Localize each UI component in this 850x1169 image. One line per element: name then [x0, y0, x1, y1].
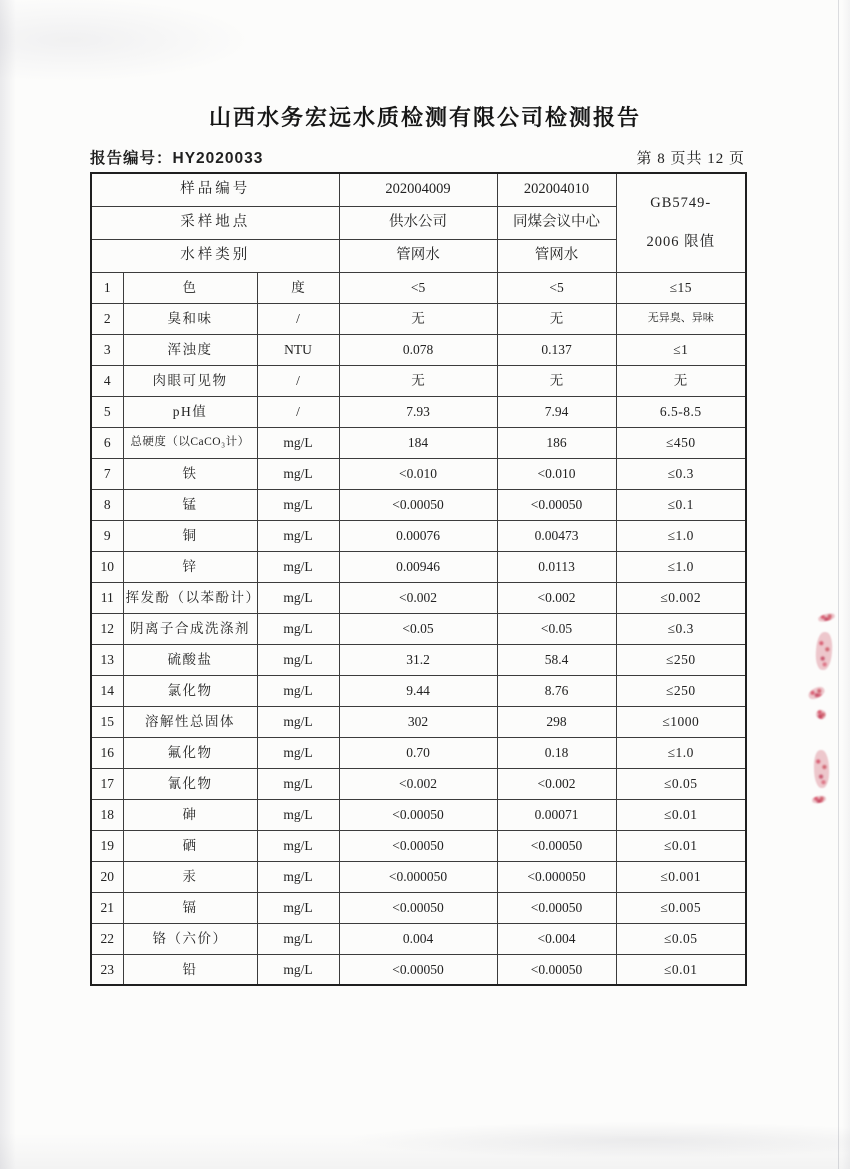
unit: mg/L	[257, 582, 339, 613]
table-row	[91, 272, 746, 303]
table-row	[91, 892, 746, 923]
sample1-value: 0.00946	[339, 551, 497, 582]
sample2-value: <0.004	[497, 923, 616, 954]
sample2-id: 202004010	[497, 173, 616, 206]
row-number: 9	[91, 520, 123, 551]
sample2-value: 58.4	[497, 644, 616, 675]
sample2-value: 0.0113	[497, 551, 616, 582]
table-row	[91, 923, 746, 954]
unit: mg/L	[257, 675, 339, 706]
table-header	[91, 173, 746, 272]
sample1-value: <0.00050	[339, 799, 497, 830]
parameter-name: 锰	[123, 489, 257, 520]
sample2-value: <0.00050	[497, 830, 616, 861]
row-number: 8	[91, 489, 123, 520]
sample1-value: <0.00050	[339, 954, 497, 985]
row-number: 3	[91, 334, 123, 365]
parameter-name: 镉	[123, 892, 257, 923]
limit-value: ≤0.01	[616, 799, 746, 830]
sample2-type: 管网水	[497, 239, 616, 272]
sample1-value: 302	[339, 706, 497, 737]
limit-value: ≤0.002	[616, 582, 746, 613]
sample1-value: <5	[339, 272, 497, 303]
limit-value: ≤1.0	[616, 551, 746, 582]
row-number: 23	[91, 954, 123, 985]
header-row-sample-id	[91, 173, 746, 206]
row-number: 18	[91, 799, 123, 830]
limit-value: 无异臭、异味	[616, 303, 746, 334]
table-row	[91, 613, 746, 644]
limit-value: ≤15	[616, 272, 746, 303]
limit-value: ≤0.05	[616, 923, 746, 954]
sample2-value: <5	[497, 272, 616, 303]
sample1-value: <0.05	[339, 613, 497, 644]
sample1-value: <0.00050	[339, 830, 497, 861]
parameter-name: 铜	[123, 520, 257, 551]
sample2-value: 无	[497, 365, 616, 396]
sample2-location: 同煤会议中心	[497, 206, 616, 239]
sample2-value: 0.137	[497, 334, 616, 365]
table-row	[91, 489, 746, 520]
sample2-value: 无	[497, 303, 616, 334]
parameter-name: 挥发酚（以苯酚计）	[123, 582, 257, 613]
parameter-name: 铁	[123, 458, 257, 489]
row-number: 15	[91, 706, 123, 737]
sample2-value: <0.00050	[497, 489, 616, 520]
table-row	[91, 861, 746, 892]
unit: mg/L	[257, 768, 339, 799]
unit: /	[257, 303, 339, 334]
row-number: 12	[91, 613, 123, 644]
sample2-value: 0.18	[497, 737, 616, 768]
table-row	[91, 303, 746, 334]
limit-value: ≤0.1	[616, 489, 746, 520]
row-number: 7	[91, 458, 123, 489]
unit: mg/L	[257, 830, 339, 861]
unit: mg/L	[257, 427, 339, 458]
location-label: 采样地点	[91, 206, 339, 239]
sample2-value: 298	[497, 706, 616, 737]
table-row	[91, 427, 746, 458]
unit: mg/L	[257, 923, 339, 954]
row-number: 14	[91, 675, 123, 706]
table-row	[91, 706, 746, 737]
table-row	[91, 644, 746, 675]
parameter-name: 氰化物	[123, 768, 257, 799]
page-title: 山西水务宏远水质检测有限公司检测报告	[208, 105, 641, 130]
unit: mg/L	[257, 737, 339, 768]
parameter-name: pH值	[123, 396, 257, 427]
limit-value: 6.5-8.5	[616, 396, 746, 427]
sample1-value: 31.2	[339, 644, 497, 675]
limit-value: ≤0.05	[616, 768, 746, 799]
red-stamp-fragments	[806, 612, 846, 807]
limit-standard-cell	[616, 173, 746, 272]
limit-value: 无	[616, 365, 746, 396]
parameter-name: 硫酸盐	[123, 644, 257, 675]
limit-value: ≤1000	[616, 706, 746, 737]
sample1-value: <0.00050	[339, 489, 497, 520]
table-row	[91, 768, 746, 799]
parameter-name: 砷	[123, 799, 257, 830]
row-number: 17	[91, 768, 123, 799]
sample1-value: 7.93	[339, 396, 497, 427]
sample1-value: 无	[339, 303, 497, 334]
sample2-value: <0.002	[497, 582, 616, 613]
stamp-mark	[813, 750, 829, 789]
sample2-value: 0.00473	[497, 520, 616, 551]
page-indicator: 第 8 页共 12 页	[636, 151, 745, 167]
results-table	[90, 172, 747, 986]
parameter-name: 阴离子合成洗涤剂	[123, 613, 257, 644]
unit: /	[257, 365, 339, 396]
sample2-value: 8.76	[497, 675, 616, 706]
unit: mg/L	[257, 861, 339, 892]
sample1-type: 管网水	[339, 239, 497, 272]
sample2-value: 186	[497, 427, 616, 458]
row-number: 16	[91, 737, 123, 768]
limit-value: ≤1.0	[616, 737, 746, 768]
row-number: 11	[91, 582, 123, 613]
limit-value: ≤0.01	[616, 954, 746, 985]
parameter-name: 臭和味	[123, 303, 257, 334]
table-row	[91, 551, 746, 582]
table-row	[91, 582, 746, 613]
limit-value: ≤0.3	[616, 458, 746, 489]
table-row	[91, 334, 746, 365]
sample1-value: 0.70	[339, 737, 497, 768]
unit: mg/L	[257, 520, 339, 551]
table-row	[91, 830, 746, 861]
row-number: 1	[91, 272, 123, 303]
parameter-name: 氯化物	[123, 675, 257, 706]
row-number: 2	[91, 303, 123, 334]
stamp-mark	[815, 631, 834, 670]
parameter-name: 总硬度（以CaCO₃计）	[123, 427, 257, 458]
unit: mg/L	[257, 892, 339, 923]
report-number-label: 报告编号：	[90, 150, 173, 167]
table-row	[91, 675, 746, 706]
sample2-value: <0.010	[497, 458, 616, 489]
sample1-location: 供水公司	[339, 206, 497, 239]
row-number: 13	[91, 644, 123, 675]
table-body	[91, 272, 746, 985]
sample2-value: <0.002	[497, 768, 616, 799]
report-number-value: HY2020033	[172, 150, 264, 167]
limit-value: ≤450	[616, 427, 746, 458]
sample2-value: 0.00071	[497, 799, 616, 830]
sample-id-label: 样品编号	[91, 173, 339, 206]
sample1-value: <0.002	[339, 768, 497, 799]
sample1-value: 0.00076	[339, 520, 497, 551]
meta-row	[90, 146, 745, 168]
stamp-mark	[807, 685, 827, 702]
parameter-name: 铬（六价）	[123, 923, 257, 954]
parameter-name: 氟化物	[123, 737, 257, 768]
unit: mg/L	[257, 613, 339, 644]
parameter-name: 汞	[123, 861, 257, 892]
sample1-value: 0.004	[339, 923, 497, 954]
limit-value: ≤1.0	[616, 520, 746, 551]
sample2-value: <0.00050	[497, 892, 616, 923]
row-number: 21	[91, 892, 123, 923]
limit-standard-line2: 2006 限值	[646, 233, 716, 250]
limit-value: ≤1	[616, 334, 746, 365]
limit-value: ≤0.001	[616, 861, 746, 892]
row-number: 10	[91, 551, 123, 582]
table-row	[91, 799, 746, 830]
parameter-name: 肉眼可见物	[123, 365, 257, 396]
limit-value: ≤250	[616, 675, 746, 706]
unit: mg/L	[257, 954, 339, 985]
row-number: 4	[91, 365, 123, 396]
table-row	[91, 365, 746, 396]
limit-value: ≤0.005	[616, 892, 746, 923]
parameter-name: 溶解性总固体	[123, 706, 257, 737]
limit-value: ≤0.01	[616, 830, 746, 861]
row-number: 22	[91, 923, 123, 954]
sample1-value: <0.002	[339, 582, 497, 613]
parameter-name: 浑浊度	[123, 334, 257, 365]
sample2-value: <0.000050	[497, 861, 616, 892]
unit: mg/L	[257, 799, 339, 830]
sample1-value: <0.000050	[339, 861, 497, 892]
unit: mg/L	[257, 458, 339, 489]
row-number: 19	[91, 830, 123, 861]
sample1-value: 0.078	[339, 334, 497, 365]
row-number: 20	[91, 861, 123, 892]
table-row	[91, 954, 746, 985]
unit: mg/L	[257, 551, 339, 582]
sample1-value: 9.44	[339, 675, 497, 706]
page-edge-crease	[838, 0, 839, 1169]
parameter-name: 铅	[123, 954, 257, 985]
unit: mg/L	[257, 489, 339, 520]
stamp-mark	[815, 709, 827, 721]
parameter-name: 色	[123, 272, 257, 303]
report-number	[90, 146, 263, 168]
type-label: 水样类别	[91, 239, 339, 272]
sample1-value: <0.010	[339, 458, 497, 489]
parameter-name: 锌	[123, 551, 257, 582]
row-number: 5	[91, 396, 123, 427]
stamp-mark	[817, 612, 835, 623]
sample1-value: 184	[339, 427, 497, 458]
parameter-name: 硒	[123, 830, 257, 861]
sample1-value: <0.00050	[339, 892, 497, 923]
unit: mg/L	[257, 706, 339, 737]
stamp-mark	[811, 795, 826, 804]
sample1-value: 无	[339, 365, 497, 396]
limit-standard-line1: GB5749-	[650, 194, 712, 211]
unit: 度	[257, 272, 339, 303]
table-row	[91, 520, 746, 551]
unit: NTU	[257, 334, 339, 365]
unit: mg/L	[257, 644, 339, 675]
sample2-value: <0.00050	[497, 954, 616, 985]
table-row	[91, 458, 746, 489]
limit-value: ≤0.3	[616, 613, 746, 644]
sample2-value: 7.94	[497, 396, 616, 427]
row-number: 6	[91, 427, 123, 458]
sample1-id: 202004009	[339, 173, 497, 206]
table-row	[91, 737, 746, 768]
table-row	[91, 396, 746, 427]
sample2-value: <0.05	[497, 613, 616, 644]
limit-value: ≤250	[616, 644, 746, 675]
unit: /	[257, 396, 339, 427]
